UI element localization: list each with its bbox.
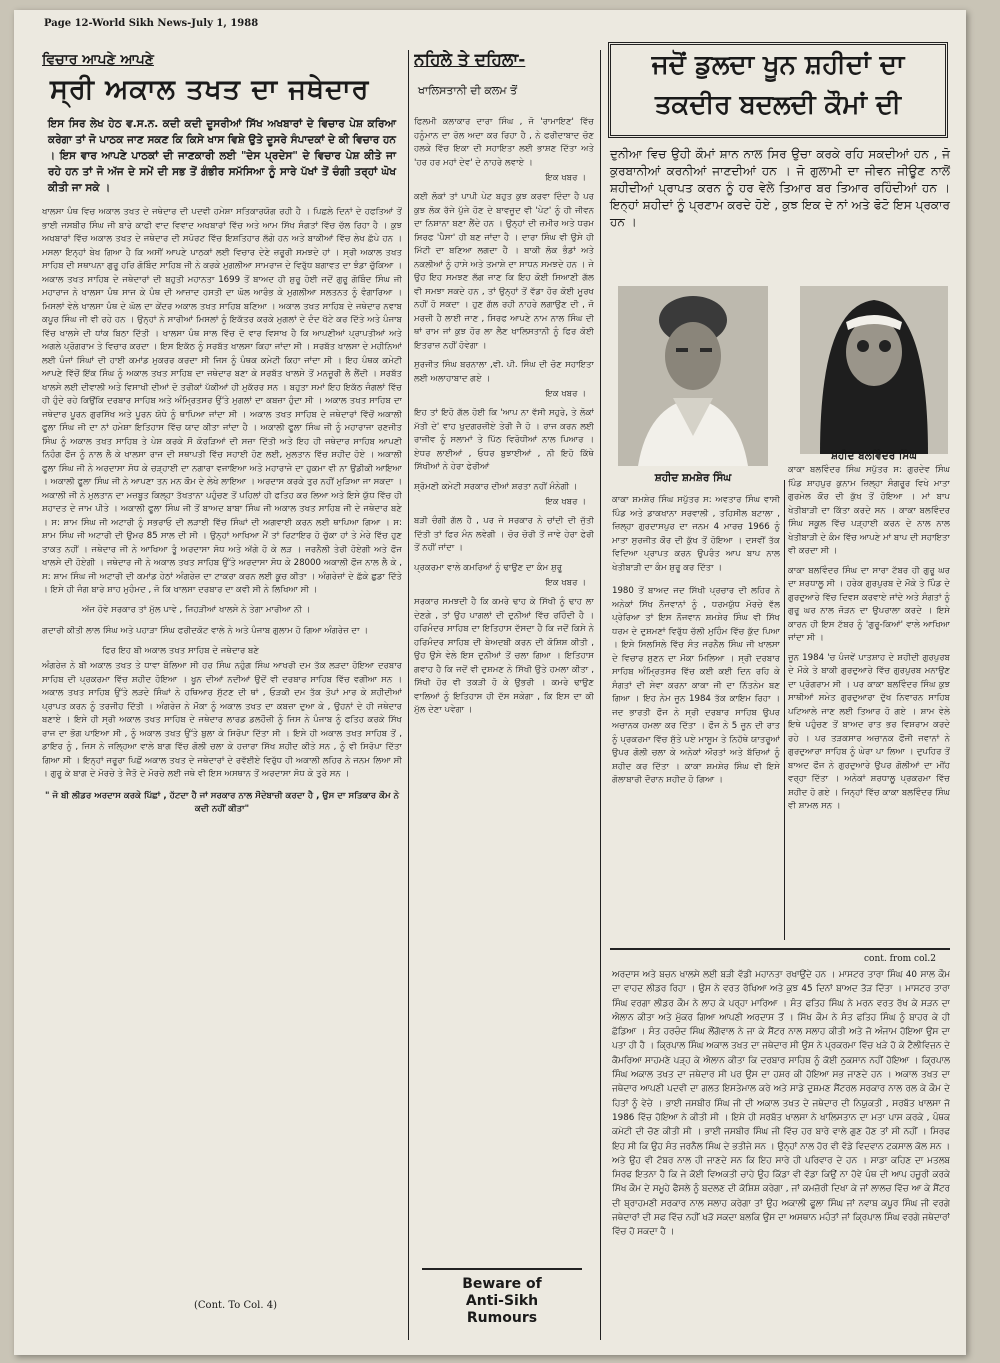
martyrs-intro: ਦੁਨੀਆ ਵਿਚ ਉਹੀ ਕੌਮਾਂ ਸ਼ਾਨ ਨਾਲ ਸਿਰ ਉਚਾ ਕਰਕੇ ਰਹਿ ਸਕਦੀਆਂ ਹਨ , ਜੋ ਕੁਰਬਾਨੀਆਂ ਕਰਨੀਆਂ ਜਾਣਦੀਆਂ ਹਨ । ਜੋ ਗੁਲਾਮੀ ਦਾ ਜੀਵਨ ਜੀਊਣ ਨਾਲੋਂ ਸ਼ਹੀਦੀਆਂ ਪ੍ਰਾਪਤ ਕਰਨ ਨੂੰ ਹਰ ਵੇਲੇ ਤਿਆਰ ਬਰ ਤਿਆਰ ਰਹਿੰਦੀਆਂ ਹਨ । ਇਨ੍ਹਾਂ ਸ਼ਹੀਦਾਂ ਨੂੰ ਪ੍ਰਣਾਮ ਕਰਦੇ ਹੋਏ , ਕੁਝ ਇਕ ਦੇ ਨਾਂ ਅਤੇ ਫੋਟੋ ਇਸ ਪ੍ਰਕਾਰ ਹਨ । [610,147,950,229]
poetry-line: ਅੱਜ ਹੋਵੇ ਸਰਕਾਰ ਤਾਂ ਮੁੱਲ ਪਾਵੇ , ਜਿਹੜੀਆਂ ਖਾਲਸੇ ਨੇ ਤੇਗਾ ਮਾਰੀਆ ਨੀ । [82,604,311,615]
editorial-paragraph: ਗਦਾਰੀ ਕੀਤੀ ਲਾਲ ਸਿੰਘ ਅਤੇ ਪਹਾੜਾ ਸਿੰਘ ਫਰੀਦਕੋਟ ਵਾਲੇ ਨੇ ਅਤੇ ਪੰਜਾਬ ਗੁਲਾਮ ਹੋ ਗਿਆ ਅੰਗਰੇਜ਼ ਦਾ । [42,626,369,636]
continued-from-note: cont. from col.2 [864,954,936,964]
column-divider [600,50,601,1340]
comment-item: ਇਹ ਤਾਂ ਇਹੋ ਗੱਲ ਹੋਈ ਕਿ 'ਆਪ ਨਾ ਵੱਸੀ ਸਹੁਰੇ, ਤੇ ਲੋਕਾਂ ਮੱਤੀ ਦੇ' ਵਾਹ ਖੁਦਗਰਜ਼ੀਏ ਤੇਰੀ ਜੈ ਹੋ । ਰਾਜ ਕਰਨ ਲਈ ਰਾਜੀਵ ਨੂੰ ਸਲਾਮਾਂ ਤੇ ਪਿੱਠ ਵਿਰੋਧੀਆਂ ਨਾਲ ਪਿਆਰ । ਏਧਰ ਲਾਈਆਂ , ਓਧਰ ਬੁਝਾਈਆਂ , ਨੀ ਇਹੋ ਕਿੱਥੇ ਸਿੱਖੀਆਂ ਨੇ ਹੇਰਾ ਫੇਰੀਆਂ [414,408,594,472]
beware-notice [422,1268,582,1352]
comment-item: ਬੜੀ ਚੰਗੀ ਗੱਲ ਹੈ , ਪਰ ਜੇ ਸਰਕਾਰ ਨੇ ਚਾਂਦੀ ਦੀ ਜੁੱਤੀ ਦਿੱਤੀ ਤਾਂ ਫਿਰ ਮੰਨ ਲਵੇਗੀ । ਚੋਰ ਚੋਰੀ ਤੋਂ ਜਾਵੇ ਹੇਰਾ ਫੇਰੀ ਤੋਂ ਨਹੀਂ ਜਾਂਦਾ । [414,516,594,553]
editorial-intro: ਇਸ ਸਿਰ ਲੇਖ ਹੇਠ ਵ.ਸ.ਨ. ਕਦੀ ਕਦੀ ਦੂਸਰੀਆਂ ਸਿੱਖ ਅਖਬਾਰਾਂ ਦੇ ਵਿਚਾਰ ਪੇਸ਼ ਕਰਿਆ ਕਰੇਗਾ ਤਾਂ ਜੋ ਪਾਠਕ ਜਾਣ ਸਕਣ ਕਿ ਕਿਸੇ ਖਾਸ ਵਿਸ਼ੇ ਉਤੇ ਦੂਸਰੇ ਸੰਪਾਦਕਾਂ ਦੇ ਕੀ ਵਿਚਾਰ ਹਨ । ਇਸ ਵਾਰ ਆਪਣੇ ਪਾਠਕਾਂ ਦੀ ਜਾਣਕਾਰੀ ਲਈ "ਦੇਸ ਪ੍ਰਦੇਸ" ਦੇ ਵਿਚਾਰ ਪੇਸ਼ ਕੀਤੇ ਜਾ ਰਹੇ ਹਨ ਤਾਂ ਜੋ ਅੱਜ ਦੇ ਸਮੇਂ ਦੀ ਸਭ ਤੋਂ ਗੰਭੀਰ ਸਮੱਸਿਆ ਨੂੰ ਸਾਰੇ ਪੱਖਾਂ ਤੋਂ ਚੰਗੀ ਤਰ੍ਹਾਂ ਘੋਖ ਕੀਤੀ ਜਾ ਸਕੇ । [48,118,396,194]
photo-balwinder-singh [800,286,948,454]
bio-balwinder-singh [788,464,950,940]
news-source: ਇਕ ਖਬਰ । [545,173,586,183]
section-kicker: ਵਿਚਾਰ ਆਪਣੇ ਆਪਣੇ [42,52,154,68]
martyrs-headline-line: ਤਕਦੀਰ ਬਦਲਦੀ ਕੌਮਾਂ ਦੀ [655,90,901,120]
satire-kicker: ਨਹਿਲੇ ਤੇ ਦਹਿਲਾ- [414,50,526,70]
editorial-subheading: ਫਿਰ ਇਹ ਬੀ ਅਕਾਲ ਤਖਤ ਸਾਹਿਬ ਦੇ ਜਥੇਦਾਰ ਬਣੇ [102,645,259,656]
beware-line: Anti-Sikh [465,1293,539,1309]
beware-line: Rumours [466,1310,538,1326]
beware-line: Beware of [462,1276,542,1292]
editorial-column [42,50,402,1350]
photo-shamsher-singh [618,286,768,466]
martyrs-headline-box [608,42,948,138]
martyrs-headline-line: ਜਦੋਂ ਡੁਲਦਾ ਖੂਨ ਸ਼ਹੀਦਾਂ ਦਾ [651,50,905,80]
newspaper-page [14,10,966,1355]
portrait-image [800,286,948,454]
column-divider [408,50,409,1340]
news-source: ਇਕ ਖਬਰ । [545,389,586,399]
news-source: ਇਕ ਖਬਰ । [545,497,586,507]
bio-shamsher-singh [612,494,780,934]
satire-column [414,50,594,1350]
portrait-image [618,286,768,466]
news-item: ਪ੍ਰਕਰਮਾ ਵਾਲੇ ਕਮਰਿਆਂ ਨੂੰ ਢਾਉਣ ਦਾ ਕੰਮ ਸ਼ੁਰੂ [414,562,563,573]
editorial-paragraph: ਖਾਲਸਾ ਪੰਥ ਵਿਚ ਅਕਾਲ ਤਖਤ ਦੇ ਜਥੇਦਾਰ ਦੀ ਪਦਵੀ ਹਮੇਸ਼ਾ ਸਤਿਕਾਰਯੋਗ ਰਹੀ ਹੈ । ਪਿਛਲੇ ਦਿਨਾਂ ਦੇ ਹਫਤਿਆਂ ਤੋਂ ਭਾਈ ਜਸਬੀਰ ਸਿੰਘ ਜੀ ਬਾਰੇ ਕਾਫੀ ਵਾਦ ਵਿਵਾਦ ਅਖਬਾਰਾਂ ਵਿੱਚ ਅਤੇ ਆਮ ਸਿੱਖ ਸੰਗਤਾਂ ਵਿੱਚ ਚੱਲ ਰਿਹਾ ਹੈ । ਕੁਝ ਅਖਬਾਰਾਂ ਵਿੱਚ ਅਕਾਲ ਤਖਤ ਦੇ ਜਥੇਦਾਰ ਦੀ ਸਪੋਰਟ ਵਿੱਚ ਇਸ਼ਤਿਹਾਰ ਲੱਗੇ ਹਨ ਅਤੇ ਬਾਕੀਆਂ ਵਿੱਚ ਲੇਖ ਛੱਪੇ ਹਨ । ਮਸਲਾ ਇਨ੍ਹਾਂ ਬੇਖ ਗਿਆ ਹੈ ਕਿ ਅਸੀਂ ਆਪਣੇ ਪਾਠਕਾਂ ਲਈ ਵਿਚਾਰ ਦੇਣੇ ਜ਼ਰੂਰੀ ਸਮਝਦੇ ਹਾਂ । ਸ੍ਰੀ ਅਕਾਲ ਤਖਤ ਸਾਹਿਬ ਦੀ ਸਥਾਪਨਾ ਗੁਰੂ ਹਰਿ ਗੋਬਿੰਦ ਸਾਹਿਬ ਜੀ ਨੇ ਕਰਕੇ ਮੁਗਲੀਆ ਸਾਮਰਾਜ ਦੇ ਵਿਰੁੱਧ ਬਗਾਵਤ ਦਾ ਝੰਡਾ ਚੁੱਕਿਆ । ਅਕਾਲ ਤਖਤ ਸਾਹਿਬ ਦੇ ਜਥੇਦਾਰਾਂ ਦੀ ਬਹੁਤੀ ਮਹਾਨਤਾ 1699 ਤੋਂ ਬਾਅਦ ਹੀ ਸ਼ੁਰੂ ਹੋਈ ਜਦੋਂ ਗੁਰੂ ਗੋਬਿੰਦ ਸਿੰਘ ਜੀ ਮਹਾਰਾਜ ਨੇ ਖਾਲਸਾ ਪੰਥ ਸਾਜ ਕੇ ਪੰਥ ਦੀ ਆਜ਼ਾਦ ਹਸਤੀ ਦਾ ਘੋਲ ਆਰੰਭ ਕੇ ਮੁਗਲੀਆ ਸਲਤਨਤ ਨੂੰ ਵੰਗਾਰਿਆ । ਮਿਸਲਾਂ ਵੇਲੇ ਖਾਲਸਾ ਪੰਥ ਦੇ ਘੋਲ ਦਾ ਕੇਂਦਰ ਅਕਾਲ ਤਖਤ ਸਾਹਿਬ ਬਣਿਆ । ਅਕਾਲ ਤਖਤ ਸਾਹਿਬ ਦੇ ਜਥੇਦਾਰ ਨਵਾਬ ਕਪੂਰ ਸਿੰਘ ਜੀ ਵੀ ਰਹੇ ਹਨ । ਉਨ੍ਹਾਂ ਨੇ ਸਾਰੀਆਂ ਮਿਸਲਾਂ ਨੂੰ ਇਕੱਤਰ ਕਰਕੇ ਮੁਗਲਾਂ ਦੇ ਦੰਦ ਖੱਟੇ ਕਰ ਦਿੱਤੇ ਅਤੇ ਪੰਜਾਬ ਵਿੱਚ ਖਾਲਸੇ ਦੀ ਧਾਂਕ ਬਿਠਾ ਦਿੱਤੀ । ਖਾਲਸਾ ਪੰਥ ਸਾਲ ਵਿੱਚ ਦੋ ਵਾਰ ਵਿਸਾਖ ਹੈ ਕਿ ਆਪਣੀਆਂ ਪ੍ਰਾਪਤੀਆਂ ਅਤੇ ਅਗਲੇ ਪ੍ਰੋਗਰਾਮ ਤੇ ਵਿਚਾਰ ਕਰਦਾ । ਇਸ ਇਕੱਠ ਨੂੰ ਸਰਬੱਤ ਖਾਲਸਾ ਕਿਹਾ ਜਾਂਦਾ ਸੀ । ਸਰਬੱਤ ਖਾਲਸਾ ਦੇ ਮਹੀਨਿਆਂ ਲਈ ਪੰਜਾਂ ਸਿੰਘਾਂ ਦੀ ਹਾਈ ਕਮਾਂਡ ਮੁਕਰਰ ਕਰਦਾ ਸੀ ਜਿਸ ਨੂੰ ਪੰਥਕ ਕਮੇਟੀ ਕਿਹਾ ਜਾਂਦਾ ਸੀ । ਇਹ ਪੰਥਕ ਕਮੇਟੀ ਆਪਣੇ ਵਿੱਚੋਂ ਇੱਕ ਸਿੰਘ ਨੂੰ ਅਕਾਲ ਤਖਤ ਸਾਹਿਬ ਦਾ ਜਥੇਦਾਰ ਬਣਾ ਕੇ ਸਰਬੱਤ ਖਾਲਸੇ ਤੋਂ ਮਨਜ਼ੂਰੀ ਲੈ ਲੈਂਦੀ । ਸਰਬੱਤ ਖਾਲਸੇ ਲਈ ਦੀਵਾਲੀ ਅਤੇ ਵਿਸਾਖੀ ਦੀਆਂ ਦੋ ਤਰੀਕਾਂ ਪੱਕੀਆਂ ਹੀ ਮੁਕੱਰਰ ਸਨ । ਬਹੁਤਾ ਸਮਾਂ ਇਹ ਇਕੱਠ ਜੰਗਲਾਂ ਵਿੱਚ ਹੀ ਹੁੰਦੇ ਰਹੇ ਕਿਉਂਕਿ ਦਰਬਾਰ ਸਾਹਿਬ ਅਤੇ ਅੰਮ੍ਰਿਤਸਰ ਉੱਤੇ ਮੁਗਲਾਂ ਦਾ ਕਬਜ਼ਾ ਹੁੰਦਾ ਸੀ । ਅਕਾਲ ਤਖਤ ਸਾਹਿਬ ਦਾ ਜਥੇਦਾਰ ਪੂਰਨ ਗੁਰਸਿੱਖ ਅਤੇ ਪੂਰਨ ਯੋਧੇ ਨੂੰ ਥਾਪਿਆ ਜਾਂਦਾ ਸੀ । ਅਕਾਲ ਤਖਤ ਸਾਹਿਬ ਦੇ ਜਥੇਦਾਰਾਂ ਵਿੱਚੋਂ ਅਕਾਲੀ ਫੂਲਾ ਸਿੰਘ ਜੀ ਦਾ ਨਾਂ ਹਮੇਸ਼ਾ ਇਤਿਹਾਸ ਵਿੱਚ ਯਾਦ ਕੀਤਾ ਜਾਂਦਾ ਹੈ । ਅਕਾਲੀ ਫੂਲਾ ਸਿੰਘ ਜੀ ਨੂੰ ਮਹਾਰਾਜਾ ਰਣਜੀਤ ਸਿੰਘ ਨੂੰ ਅਕਾਲ ਤਖਤ ਸਾਹਿਬ ਤੇ ਪੇਸ਼ ਕਰਕੇ ਸੌ ਕੋਰੜਿਆਂ ਦੀ ਸਜ਼ਾ ਦਿੱਤੀ ਅਤੇ ਇਹ ਹੀ ਜਥੇਦਾਰ ਸਾਹਿਬ ਆਪਣੀ ਨਿਹੰਗ ਫੌਜ ਨੂੰ ਨਾਲ ਲੈ ਕੇ ਖਾਲਸਾ ਰਾਜ ਦੀ ਸਥਾਪਤੀ ਵਿੱਚ ਸਹਾਈ ਹੋਣ ਲਈ, ਮੁਲਤਾਨ ਵਿੱਚ ਸ਼ਹੀਦ ਹੋਏ । ਅਕਾਲੀ ਫੂਲਾ ਸਿੰਘ ਜੀ ਨੇ ਅਰਦਾਸਾ ਸੋਧ ਕੇ ਚੜ੍ਹਾਈ ਦਾ ਨਗਾਰਾ ਵਜਾਇਆ ਅਤੇ ਮਹਾਰਾਜੇ ਦਾ ਹੁਕਮਾ ਵੀ ਨਾ ਉਡੀਕੀ ਆਇਆ । ਅਕਾਲੀ ਫੂਲਾ ਸਿੰਘ ਜੀ ਨੇ ਆਪਣਾ ਤਨ ਮਨ ਕੌਮ ਦੇ ਲੇਖੇ ਲਾਇਆ । ਅਰਦਾਸ ਕਰਕੇ ਤੁਰ ਨਹੀਂ ਮੁੜਿਆ ਜਾ ਸਕਦਾ । ਅਕਾਲੀ ਜੀ ਨੇ ਮੁਲਤਾਨ ਦਾ ਮਜ਼ਬੂਤ ਕਿਲ੍ਹਾ ਤੱਖਤਾਨਾ ਪਹੁੰਚਣ ਤੋਂ ਪਹਿਲਾਂ ਹੀ ਫਤਿਹ ਕਰ ਲਿਆ ਅਤੇ ਇਸੇ ਯੁੱਧ ਵਿੱਚ ਹੀ ਸ਼ਹਾਦਤ ਦੇ ਜਾਮ ਪੀਤੇ । ਅਕਾਲੀ ਫੂਲਾ ਸਿੰਘ ਜੀ ਤੋਂ ਬਾਅਦ ਬਾਬਾ ਸਿੰਘ ਜੀ ਅਕਾਲ ਤਖਤ ਸਾਹਿਬ ਜੀ ਦੇ ਜਥੇਦਾਰ ਬਣੇ । ਸ: ਸ਼ਾਮ ਸਿੰਘ ਜੀ ਅਟਾਰੀ ਨੂੰ ਸਭਰਾਓ ਦੀ ਲੜਾਈ ਵਿੱਚ ਸਿੰਘਾਂ ਦੀ ਅਗਵਾਈ ਕਰਨ ਲਈ ਥਾਪਿਆ ਗਿਆ । ਸ: ਸ਼ਾਮ ਸਿੰਘ ਜੀ ਅਟਾਰੀ ਦੀ ਉਮਰ 85 ਸਾਲ ਦੀ ਸੀ । ਉਨ੍ਹਾਂ ਆਖਿਆ ਮੈਂ ਤਾਂ ਰਿਟਾਇਰ ਹੋ ਚੁੱਕਾ ਹਾਂ ਤੇ ਮੇਰੇ ਵਿੱਚ ਹੁਣ ਤਾਕਤ ਨਹੀਂ । ਜਥੇਦਾਰ ਜੀ ਨੇ ਆਖਿਆ ਤੂੰ ਅਰਦਾਸਾ ਸੋਧ ਅਤੇ ਅੱਗੇ ਹੋ ਕੇ ਲੜ । ਜਰਨੈਲੀ ਤੇਰੀ ਹੋਏਗੀ ਅਤੇ ਫੌਜ ਖਾਲਸੇ ਦੀ ਹੋਏਗੀ । ਜਥੇਦਾਰ ਜੀ ਨੇ ਅਕਾਲ ਤਖਤ ਸਾਹਿਬ ਉੱਤੇ ਅਰਦਾਸਾ ਸੋਧ ਕੇ 28000 ਅਕਾਲੀ ਫੌਜ ਨਾਲ ਲੈ ਕੇ , ਸ: ਸ਼ਾਮ ਸਿੰਘ ਜੀ ਅਟਾਰੀ ਦੀ ਕਮਾਂਡ ਹੇਠਾਂ ਅੰਗਰੇਜ਼ ਦਾ ਟਾਕਰਾ ਕਰਨ ਲਈ ਕੂਚ ਕੀਤਾ । ਅੰਗਰੇਜ਼ਾਂ ਦੇ ਛੱਕੇ ਛੁਡਾ ਦਿੱਤੇ । ਇਸੇ ਹੀ ਜੰਗ ਬਾਰੇ ਸ਼ਾਹ ਮੁਹੰਮਦ , ਜੋ ਕਿ ਖਾਲਸਾ ਦਰਬਾਰ ਦਾ ਕਵੀ ਸੀ ਨੇ ਲਿਖਿਆ ਸੀ । [42,207,402,595]
photo-caption: ਸ਼ਹੀਦ ਬਲਵਿੰਦਰ ਸਿੰਘ [830,450,918,462]
news-item: ਸੁਰਜੀਤ ਸਿੰਘ ਬਰਨਾਲਾ ,ਵੀ. ਪੀ. ਸਿੰਘ ਦੀ ਚੋਣ ਸਹਾਇਤਾ ਲਈ ਅਲਾਹਾਬਾਦ ਗਏ । [414,360,594,384]
page-folio: Page 12-World Sikh News-July 1, 1988 [44,18,259,29]
news-item: ਫਿਲਮੀ ਕਲਾਕਾਰ ਦਾਰਾ ਸਿੰਘ , ਜੋ 'ਰਾਮਾਇਣ' ਵਿੱਚ ਹਨੂੰਮਾਨ ਦਾ ਰੋਲ ਅਦਾ ਕਰ ਰਿਹਾ ਹੈ , ਨੇ ਫਰੀਦਾਬਾਦ ਚੋਣ ਹਲਕੇ ਵਿੱਚ ਇਕਾ ਦੀ ਸਹਾਇਤਾ ਲਈ ਭਾਸ਼ਣ ਦਿੱਤਾ ਅਤੇ 'ਹਰ ਹਰ ਮਹਾਂ ਦੇਵ' ਦੇ ਨਾਹਰੇ ਲਵਾਏ । [414,117,594,168]
comment-item: ਸਰਕਾਰ ਸਮਝਦੀ ਹੈ ਕਿ ਕਮਰੇ ਢਾਹ ਕੇ ਸਿੱਖੀ ਨੂੰ ਢਾਹ ਲਾ ਦੇਣਗੇ , ਤਾਂ ਉਹ ਪਾਗਲਾਂ ਦੀ ਦੁਨੀਆਂ ਵਿੱਚ ਰਹਿੰਦੀ ਹੈ । ਹਰਿਮੰਦਰ ਸਾਹਿਬ ਦਾ ਇਤਿਹਾਸ ਦੱਸਦਾ ਹੈ ਕਿ ਜਦੋਂ ਕਿਸੇ ਨੇ ਹਰਿਮੰਦਰ ਸਾਹਿਬ ਦੀ ਬੇਅਦਬੀ ਕਰਨ ਦੀ ਕੋਸ਼ਿਸ਼ ਕੀਤੀ , ਉਹ ਉਸੇ ਵੇਲੇ ਇਸ ਦੁਨੀਆਂ ਤੋਂ ਚਲਾ ਗਿਆ । ਇਤਿਹਾਸ ਗਵਾਹ ਹੈ ਕਿ ਜਦੋਂ ਵੀ ਦੁਸ਼ਮਣ ਨੇ ਸਿੱਖੀ ਉਤੇ ਹਮਲਾ ਕੀਤਾ , ਸਿੱਖੀ ਹੋਰ ਵੀ ਤਕੜੀ ਹੋ ਕੇ ਉਭਰੀ । ਕਮਰੇ ਢਾਉਣ ਵਾਲਿਆਂ ਨੂੰ ਇਤਿਹਾਸ ਹੀ ਦੱਸ ਸਕੇਗਾ , ਕਿ ਇਸ ਦਾ ਕੀ ਮੁੱਲ ਦੇਣਾ ਪਵੇਗਾ । [414,597,594,715]
continued-editorial [612,968,950,1348]
comment-item: ਕਈ ਲੋਕਾਂ ਤਾਂ ਪਾਪੀ ਪੇਟ ਬਹੁਤ ਕੁਝ ਕਰਵਾ ਦਿੰਦਾ ਹੈ ਪਰ ਕੁਝ ਲੋਕ ਰੱਜੇ ਪੁੱਜੇ ਹੋਣ ਦੇ ਬਾਵਜੂਦ ਵੀ 'ਪੇਟ' ਨੂੰ ਹੀ ਜੀਵਨ ਦਾ ਨਿਸ਼ਾਨਾ ਬਣਾ ਲੈਂਦੇ ਹਨ । ਉਨ੍ਹਾਂ ਦੀ ਜ਼ਮੀਰ ਅਤੇ ਧਰਮ ਸਿਰਫ 'ਪੈਸਾ' ਹੀ ਬਣ ਜਾਂਦਾ ਹੈ । ਦਾਰਾ ਸਿੰਘ ਵੀ ਉਸੇ ਹੀ ਮਿੱਟੀ ਦਾ ਬਣਿਆ ਲਗਦਾ ਹੈ । ਬਾਕੀ ਲੋਕ ਭੰਡਾਂ ਅਤੇ ਨਕਲੀਆਂ ਨੂੰ ਹਾਸੇ ਅਤੇ ਤਮਾਸ਼ੇ ਦਾ ਸਾਧਨ ਸਮਝਦੇ ਹਨ । ਜੇ ਉਹ ਇਹ ਸਮਝਣ ਲੱਗ ਜਾਣ ਕਿ ਇਹ ਕੋਈ ਸਿਆਣੀ ਗੱਲ ਵੀ ਸਮਝਾ ਸਕਦੇ ਹਨ , ਤਾਂ ਉਨ੍ਹਾਂ ਤੋਂ ਵੱਡਾ ਹੋਰ ਕੋਈ ਮੂਰਖ ਨਹੀਂ ਹੋ ਸਕਦਾ । ਹੁਣ ਗੱਲ ਰਹੀ ਨਾਹਰੇ ਲਗਾਉਣ ਦੀ , ਜੋ ਮਰਜ਼ੀ ਹੈ ਲਾਈ ਜਾਣ , ਸਿਰਫ ਆਪਣੇ ਨਾਮ ਨਾਲ ਸਿੰਘ ਦੀ ਥਾਂ ਰਾਮ ਜਾਂ ਕੁਝ ਹੋਰ ਲਾ ਲੈਣ ਖਾਲਿਸਤਾਨੀ ਨੂੰ ਫਿਰ ਕੋਈ ਇਤਰਾਜ਼ ਨਹੀਂ ਹੋਵੇਗਾ । [414,192,594,351]
news-source: ਇਕ ਖਬਰ । [545,578,586,588]
bio-paragraph: ਕਾਕਾ ਬਲਵਿੰਦਰ ਸਿੰਘ ਸਪੁੱਤਰ ਸ: ਗੁਰਦੇਵ ਸਿੰਘ ਪਿੰਡ ਸ਼ਾਹਪੁਰ ਕੁਨਾਮ ਜ਼ਿਲ੍ਹਾ ਸੰਗਰੂਰ ਵਿਖੇ ਮਾਤਾ ਗੁਰਮੇਲ ਕੌਰ ਦੀ ਕੁੱਖ ਤੋਂ ਹੋਇਆ । ਮਾਂ ਬਾਪ ਖੇਤੀਬਾੜੀ ਦਾ ਕਿੱਤਾ ਕਰਦੇ ਸਨ । ਕਾਕਾ ਬਲਵਿੰਦਰ ਸਿੰਘ ਸਕੂਲ ਵਿੱਚ ਪੜ੍ਹਾਈ ਕਰਨ ਦੇ ਨਾਲ ਨਾਲ ਖੇਤੀਬਾੜੀ ਦੇ ਕੰਮ ਵਿੱਚ ਆਪਣੇ ਮਾਂ ਬਾਪ ਦੀ ਸਹਾਇਤਾ ਵੀ ਕਰਦਾ ਸੀ । [788,465,950,556]
satire-subtitle: ਖਾਲਿਸਤਾਨੀ ਦੀ ਕਲਮ ਤੋਂ [418,84,518,97]
continuation-note: (Cont. To Col. 4) [194,1300,277,1311]
editorial-paragraph: ਅੰਗਰੇਜ਼ ਨੇ ਬੀ ਅਕਾਲ ਤਖਤ ਤੇ ਧਾਵਾ ਬੋਲਿਆ ਸੀ ਹਰ ਸਿੰਘ ਨਹੁੰਗ ਸਿੰਘ ਆਖਰੀ ਦਮ ਤੱਕ ਲੜਦਾ ਹੋਇਆ ਦਰਬਾਰ ਸਾਹਿਬ ਦੀ ਪ੍ਰਕਰਮਾ ਵਿੱਚ ਸ਼ਹੀਦ ਹੋਇਆ । ਖੂਨ ਦੀਆਂ ਨਦੀਆਂ ਉਦੋਂ ਵੀ ਦਰਬਾਰ ਸਾਹਿਬ ਵਿੱਚ ਵਗੀਆ ਸਨ । ਅਕਾਲ ਤਖਤ ਸਾਹਿਬ ਉੱਤੇ ਲੜਦੇ ਸਿੰਘਾਂ ਨੇ ਹਥਿਆਰ ਸੁੱਟਣ ਦੀ ਥਾਂ , ਓੜਕੀ ਦਮ ਤੱਕ ਤੋਪਾਂ ਮਾਰ ਕੇ ਸ਼ਹੀਦੀਆਂ ਪ੍ਰਾਪਤ ਕਰਨ ਨੂੰ ਤਰਜੀਹ ਦਿੱਤੀ । ਅੰਗਰੇਜ਼ ਨੇ ਮੌਕਾ ਨੂੰ ਅਕਾਲ ਤਖਤ ਦਾ ਕਬਜ਼ਾ ਦੁਆ ਕੇ , ਉਹਨਾਂ ਦੇ ਹੀ ਜਥੇਦਾਰ ਬਣਾਏ । ਇਸੇ ਹੀ ਸ੍ਰੀ ਅਕਾਲ ਤਖਤ ਸਾਹਿਬ ਦੇ ਜਥੇਦਾਰ ਲਾਰਡ ਡਲਹੌਜ਼ੀ ਨੂੰ ਜਿਸ ਨੇ ਪੰਜਾਬ ਨੂੰ ਫਤਿਹ ਕਰਕੇ ਸਿੱਖ ਰਾਜ ਦਾ ਭੋਗ ਪਾਇਆ ਸੀ , ਨੂੰ ਅਕਾਲ ਤਖਤ ਉੱਤੇ ਬੁਲਾ ਕੇ ਸਿਰੋਪਾ ਦਿੱਤਾ ਸੀ । ਇਸੇ ਹੀ ਅਕਾਲ ਤਖਤ ਸਾਹਿਬ ਤੋਂ , ਡਾਇਰ ਨੂੰ , ਜਿਸ ਨੇ ਜਲ੍ਹਿਆ ਵਾਲੇ ਬਾਗ ਵਿੱਚ ਗੋਲੀ ਚਲਾ ਕੇ ਹਜ਼ਾਰਾ ਸਿੱਖ ਸ਼ਹੀਦ ਕੀਤੇ ਸਨ , ਨੂੰ ਵੀ ਸਿਰੋਪਾ ਦਿੱਤਾ ਗਿਆ ਸੀ । ਇਨ੍ਹਾਂ ਜਰੂਰਾ ਪਿਛੋਂ ਅਕਾਲ ਤਖਤ ਦੇ ਜਥੇਦਾਰਾਂ ਦੇ ਰਵੱਈਏ ਵਿਰੁੱਧ ਹੀ ਅਕਾਲੀ ਲਹਿਰ ਨੇ ਜਨਮ ਲਿਆ ਸੀ । ਗੁਰੂ ਕੇ ਬਾਗ ਦੇ ਮੋਰਚੇ ਤੇ ਜੈਤੋ ਦੇ ਮੋਰਚੇ ਲਈ ਜਥੇ ਵੀ ਇਸ ਅਸਥਾਨ ਤੋਂ ਅਰਦਾਸਾ ਸੋਧ ਕੇ ਤੁਰੇ ਸਨ । [42,661,402,779]
bio-paragraph: ਕਾਕਾ ਸ਼ਮਸ਼ੇਰ ਸਿੰਘ ਸਪੁੱਤਰ ਸ: ਅਵਤਾਰ ਸਿੰਘ ਵਾਸੀ ਪਿੰਡ ਅਤੇ ਡਾਕਖਾਨਾ ਸਰਵਾਲੀ , ਤਹਿਸੀਲ ਬਟਾਲਾ , ਜ਼ਿਲ੍ਹਾ ਗੁਰਦਾਸਪੁਰ ਦਾ ਜਨਮ 4 ਮਾਰਚ 1966 ਨੂੰ ਮਾਤਾ ਸੁਰਜੀਤ ਕੌਰ ਦੀ ਕੁੱਖ ਤੋਂ ਹੋਇਆ । ਦਸਵੀਂ ਤੱਕ ਵਿਦਿਆ ਪ੍ਰਾਪਤ ਕਰਨ ਉਪਰੰਤ ਆਪ ਬਾਪ ਨਾਲ ਖੇਤੀਬਾੜੀ ਦਾ ਕੰਮ ਸ਼ੁਰੂ ਕਰ ਦਿੱਤਾ । [612,495,780,573]
bio-paragraph: ਜੂਨ 1984 'ਚ ਪੰਜਵੇਂ ਪਾਤਸ਼ਾਹ ਦੇ ਸ਼ਹੀਦੀ ਗੁਰਪੁਰਬ ਦੇ ਮੌਕੇ ਤੇ ਬਾਕੀ ਗੁਰਦੁਆਰੇ ਵਿੱਚ ਗੁਰਪੁਰਬ ਮਨਾਉਣ ਦਾ ਪ੍ਰੋਗਰਾਮ ਸੀ । ਪਰ ਕਾਕਾ ਬਲਵਿੰਦਰ ਸਿੰਘ ਕੁਝ ਸਾਥੀਆਂ ਸਮੇਤ ਗੁਰਦੁਆਰਾ ਦੁੱਖ ਨਿਵਾਰਨ ਸਾਹਿਬ ਪਟਿਆਲੇ ਜਾਣ ਲਈ ਤਿਆਰ ਹੋ ਗਏ । ਸ਼ਾਮ ਵੇਲੇ ਇਥੇ ਪਹੁੰਚਣ ਤੋਂ ਬਾਅਦ ਰਾਤ ਭਰ ਵਿਸ਼ਰਾਮ ਕਰਦੇ ਰਹੇ । ਪਰ ਤੜਕਸਾਰ ਅਚਾਨਕ ਫੌਜੀ ਜਵਾਨਾਂ ਨੇ ਗੁਰਦੁਆਰਾ ਸਾਹਿਬ ਨੂੰ ਘੇਰਾ ਪਾ ਲਿਆ । ਦੁਪਹਿਰ ਤੋਂ ਬਾਅਦ ਫੌਜ ਨੇ ਗੁਰਦੁਆਰੇ ਉਪਰ ਗੋਲੀਆਂ ਦਾ ਮੀਂਹ ਵਰ੍ਹਾ ਦਿੱਤਾ । ਅਨੇਕਾਂ ਸ਼ਰਧਾਲੂ ਪ੍ਰਕਰਮਾ ਵਿੱਚ ਸ਼ਹੀਦ ਹੋ ਗਏ । ਜਿਨ੍ਹਾਂ ਵਿੱਚ ਕਾਕਾ ਬਲਵਿੰਦਰ ਸਿੰਘ ਵੀ ਸ਼ਾਮਲ ਸਨ । [788,652,950,811]
editorial-headline: ਸ੍ਰੀ ਅਕਾਲ ਤਖਤ ਦਾ ਜਥੇਦਾਰ [50,74,370,105]
photo-caption: ਸ਼ਹੀਦ ਸ਼ਮਸ਼ੇਰ ਸਿੰਘ [654,472,732,484]
editorial-paragraph: ਅਰਦਾਸ ਅਤੇ ਬਚਨ ਖਾਲਸੇ ਲਈ ਬੜੀ ਵੱਡੀ ਮਹਾਨਤਾ ਰਖਾਉਂਦੇ ਹਨ । ਮਾਸਟਰ ਤਾਰਾ ਸਿੰਘ 40 ਸਾਲ ਕੌਮ ਦਾ ਵਾਹਦ ਲੀਡਰ ਰਿਹਾ । ਉਸ ਨੇ ਵਰਤ ਰੱਖਿਆ ਅਤੇ ਕੁਝ 45 ਦਿਨਾਂ ਬਾਅਦ ਤੋੜ ਦਿੱਤਾ । ਮਾਸਟਰ ਤਾਰਾ ਸਿੰਘ ਵਰਗਾ ਲੀਡਰ ਕੌਮ ਨੇ ਲਾਹ ਕੇ ਪਰ੍ਹਾ ਮਾਰਿਆ । ਸੰਤ ਫਤਿਹ ਸਿੰਘ ਨੇ ਮਰਨ ਵਰਤ ਰੱਖ ਕੇ ਸੜਨ ਦਾ ਐਲਾਨ ਕੀਤਾ ਅਤੇ ਮੁੱਕਰ ਗਿਆ ਆਪਣੀ ਅਰਦਾਸ ਤੋਂ । ਸਿੱਖ ਕੌਮ ਨੇ ਸੰਤ ਫਤਿਹ ਸਿੰਘ ਨੂੰ ਬਾਹਰ ਕੇ ਹੀ ਛੱਡਿਆ । ਸੰਤ ਹਰਚੰਦ ਸਿੰਘ ਲੌਂਗੋਵਾਲ ਨੇ ਜਾ ਕੇ ਸੈਂਟਰ ਨਾਲ ਸਲਾਹ ਕੀਤੀ ਅਤੇ ਜੋ ਅੰਜਾਮ ਹੋਇਆ ਉਸ ਦਾ ਪਤਾ ਹੀ ਹੈ । ਕ੍ਰਿਪਾਲ ਸਿੰਘ ਅਕਾਲ ਤਖਤ ਦਾ ਜਥੇਦਾਰ ਸੀ ਉਸ ਨੇ ਪ੍ਰਕਰਮਾ ਵਿੱਚ ਖੜੇ ਹੋ ਕੇ ਟੈਲੀਵਿਜ਼ਨ ਦੇ ਕੈਮਰਿਆ ਸਾਹਮਣੇ ਪੜ੍ਹ ਕੇ ਐਲਾਨ ਕੀਤਾ ਕਿ ਦਰਬਾਰ ਸਾਹਿਬ ਨੂੰ ਕੋਈ ਨੁਕਸਾਨ ਨਹੀਂ ਹੋਇਆ । ਕ੍ਰਿਪਾਲ ਸਿੰਘ ਅਕਾਲ ਤਖਤ ਦਾ ਜਥੇਦਾਰ ਸੀ ਪਰ ਉਸ ਦਾ ਹਸ਼ਰ ਕੀ ਹੋਇਆ ਸਭ ਜਾਣਦੇ ਹਨ । ਅਕਾਲ ਤਖਤ ਦਾ ਜਥੇਦਾਰ ਆਪਣੀ ਪਦਵੀ ਦਾ ਗਲਤ ਇਸਤੇਮਾਲ ਕਰੇ ਅਤੇ ਸਾਡੇ ਦੁਸ਼ਮਣ ਸੈਂਟਰਲ ਸਰਕਾਰ ਨਾਲ ਰਲ ਕੇ ਕੌਮ ਦੇ ਹਿਤਾਂ ਨੂੰ ਵੇਚੇ । ਭਾਈ ਜਸਬੀਰ ਸਿੰਘ ਜੀ ਦੀ ਅਕਾਲ ਤਖਤ ਦੇ ਜਥੇਦਾਰ ਦੀ ਨਿਯੁਕਤੀ , ਸਰਬੱਤ ਖਾਲਸਾ ਜੋ 1986 ਵਿੱਚ ਹੋਇਆ ਨੇ ਕੀਤੀ ਸੀ । ਇਸੇ ਹੀ ਸਰਬੱਤ ਖਾਲਸਾ ਨੇ ਖਾਲਿਸਤਾਨ ਦਾ ਮਤਾ ਪਾਸ ਕਰਕੇ , ਪੰਥਕ ਕਮੇਟੀ ਦੀ ਚੋਣ ਕੀਤੀ ਸੀ । ਭਾਈ ਜਸਬੀਰ ਸਿੰਘ ਜੀ ਵਿੱਚ ਹਰ ਬਾਰੇ ਵਾਲੇ ਗੁਣ ਹੋਣ ਤਾਂ ਸੀ ਨਹੀਂ । ਸਿਰਫ ਇਹ ਸੀ ਕਿ ਉਹ ਸੰਤ ਜਰਨੈਲ ਸਿੰਘ ਦੇ ਭਤੀਜੇ ਸਨ । ਉਨ੍ਹਾਂ ਨਾਲ ਹੋਰ ਵੀ ਵੱਡੇ ਵਿਦਵਾਨ ਟਕਸਾਲ ਕੋਲ ਸਨ । ਅਤੇ ਉਹ ਵੀ ਟੱਬਰ ਨਾਲ ਹੀ ਜਾਣਦੇ ਸਨ ਕਿ ਇਹ ਸਾਰੇ ਹੀ ਪਰਿਵਾਰ ਦੇ ਹਨ । ਸਾਡਾ ਕਹਿਣ ਦਾ ਮਤਲਬ ਸਿਰਫ ਇਤਨਾ ਹੈ ਕਿ ਜੇ ਕੋਈ ਵਿਅਕਤੀ ਚਾਹੇ ਉਹ ਕਿੱਡਾ ਵੀ ਵੱਡਾ ਕਿਉਂ ਨਾ ਹੋਵੇ ਪੰਥ ਦੀ ਆਪ ਹਜ਼ੂਰੀ ਕਰਕੇ ਸਿੱਖ ਕੌਮ ਦੇ ਸਮੂਹੇ ਫੈਸਲੇ ਨੂੰ ਬਦਲਣ ਦੀ ਕੋਸ਼ਿਸ਼ ਕਰੇਗਾ , ਜਾਂ ਕਮਜ਼ੋਰੀ ਦਿਖਾ ਕੇ ਜਾਂ ਲਾਲਚ ਵਿੱਚ ਆ ਕੇ ਸੈਂਟਰ ਦੀ ਬ੍ਰਾਹਮਣੀ ਸਰਕਾਰ ਨਾਲ ਸਲਾਹ ਕਰੇਗਾ ਤਾਂ ਉਹ ਅਕਾਲੀ ਫੂਲਾ ਸਿੰਘ ਜਾਂ ਨਵਾਬ ਕਪੂਰ ਸਿੰਘ ਜੀ ਵਰਗੇ ਜਥੇਦਾਰਾਂ ਦੀ ਸਫ ਵਿੱਚ ਨਹੀਂ ਖੜੋ ਸਕਦਾ ਬਲਕਿ ਉਸ ਦਾ ਅਸਥਾਨ ਮਹੰਤਾਂ ਜਾਂ ਕ੍ਰਿਪਾਲ ਸਿੰਘ ਵਰਗੇ ਜਥੇਦਾਰਾਂ ਵਿੱਚ ਹੋ ਸਕਦਾ ਹੈ । [612,970,950,1238]
editorial-quote: " ਜੋ ਬੀ ਲੀਡਰ ਅਰਦਾਸ ਕਰਕੇ ਪਿੱਛਾਂ , ਹੱਟਦਾ ਹੈ ਜਾਂ ਸਰਕਾਰ ਨਾਲ ਸੌਦੇਬਾਜ਼ੀ ਕਰਦਾ ਹੈ , ਉਸ ਦਾ ਸਤਿਕਾਰ ਕੌਮ ਨੇ ਕਦੀ ਨਹੀਂ ਕੀਤਾ" [45,790,399,814]
bio-paragraph: 1980 ਤੋਂ ਬਾਅਦ ਜਦ ਸਿੱਖੀ ਪ੍ਰਚਾਰ ਦੀ ਲਹਿਰ ਨੇ ਅਨੇਕਾਂ ਸਿੱਖ ਨੌਜਵਾਨਾਂ ਨੂੰ , ਧਰਮਯੁੱਧ ਮੋਰਚੇ ਵੱਲ ਪ੍ਰੇਰਿਆ ਤਾਂ ਇਸ ਨੌਜਵਾਨ ਸ਼ਮਸ਼ੇਰ ਸਿੰਘ ਵੀ ਸਿੱਖ ਧਰਮ ਦੇ ਦੁਸ਼ਮਣਾਂ ਵਿਰੁੱਧ ਚੱਲੀ ਮੁਹਿੰਮ ਵਿੱਚ ਕੁੱਦ ਪਿਆ । ਇਸੇ ਸਿਲਸਿਲੇ ਵਿੱਚ ਸੰਤ ਜਰਨੈਲ ਸਿੰਘ ਜੀ ਖਾਲਸਾ ਦੇ ਵਿਚਾਰ ਸੁਣਨ ਦਾ ਮੌਕਾ ਮਿਲਿਆ । ਸ੍ਰੀ ਦਰਬਾਰ ਸਾਹਿਬ ਅੰਮ੍ਰਿਤਸਰ ਵਿੱਚ ਕਈ ਕਈ ਦਿਨ ਰਹਿ ਕੇ ਸੰਗਤਾਂ ਦੀ ਸੇਵਾ ਕਰਨਾ ਕਾਕਾ ਜੀ ਦਾ ਨਿੱਤਨੇਮ ਬਣ ਗਿਆ । ਇਹ ਨੇਮ ਜੂਨ 1984 ਤੱਕ ਕਾਇਮ ਰਿਹਾ । ਜਦ ਭਾਰਤੀ ਫੌਜ ਨੇ ਸ੍ਰੀ ਦਰਬਾਰ ਸਾਹਿਬ ਉਪਰ ਅਚਾਨਕ ਹਮਲਾ ਕਰ ਦਿੱਤਾ । ਫੌਜ ਨੇ 5 ਜੂਨ ਦੀ ਰਾਤ ਨੂੰ ਪ੍ਰਕਰਮਾ ਵਿੱਚ ਸੁੱਤੇ ਪਏ ਮਾਸੂਮ ਤੇ ਨਿਹੱਥੇ ਯਾਤਰੂਆਂ ਉਪਰ ਗੋਲੀ ਚਲਾ ਕੇ ਅਨੇਕਾਂ ਔਰਤਾਂ ਅਤੇ ਬੱਚਿਆਂ ਨੂੰ ਸ਼ਹੀਦ ਕਰ ਦਿੱਤਾ । ਕਾਕਾ ਸ਼ਮਸ਼ੇਰ ਸਿੰਘ ਵੀ ਇਸੇ ਗੋਲਾਬਾਰੀ ਦੌਰਾਨ ਸ਼ਹੀਦ ਹੋ ਗਿਆ । [612,586,780,785]
column-divider [784,480,785,940]
news-item: ਸ਼੍ਰੋਮਣੀ ਕਮੇਟੀ ਸਰਕਾਰ ਦੀਆਂ ਸ਼ਰਤਾ ਨਹੀਂ ਮੰਨੇਗੀ । [414,481,578,492]
bio-paragraph: ਕਾਕਾ ਬਲਵਿੰਦਰ ਸਿੰਘ ਦਾ ਸਾਰਾ ਟੱਬਰ ਹੀ ਗੁਰੂ ਘਰ ਦਾ ਸ਼ਰਧਾਲੂ ਸੀ । ਹਰੇਕ ਗੁਰਪੁਰਬ ਦੇ ਮੌਕੇ ਤੇ ਪਿੰਡ ਦੇ ਗੁਰਦੁਆਰੇ ਵਿੱਚ ਦਿਵਸ ਕਰਵਾਏ ਜਾਂਦੇ ਅਤੇ ਸੰਗਤਾਂ ਨੂੰ ਗੁਰੂ ਘਰ ਨਾਲ ਜੋੜਨ ਦਾ ਉਪਰਾਲਾ ਕਰਦੇ । ਇਸੇ ਕਾਰਨ ਹੀ ਇਸ ਟੱਬਰ ਨੂੰ 'ਗੁਰੂ-ਕਿਆਂ' ਵਾਲੇ ਆਖਿਆ ਜਾਂਦਾ ਸੀ । [788,565,950,643]
section-divider [610,948,950,950]
